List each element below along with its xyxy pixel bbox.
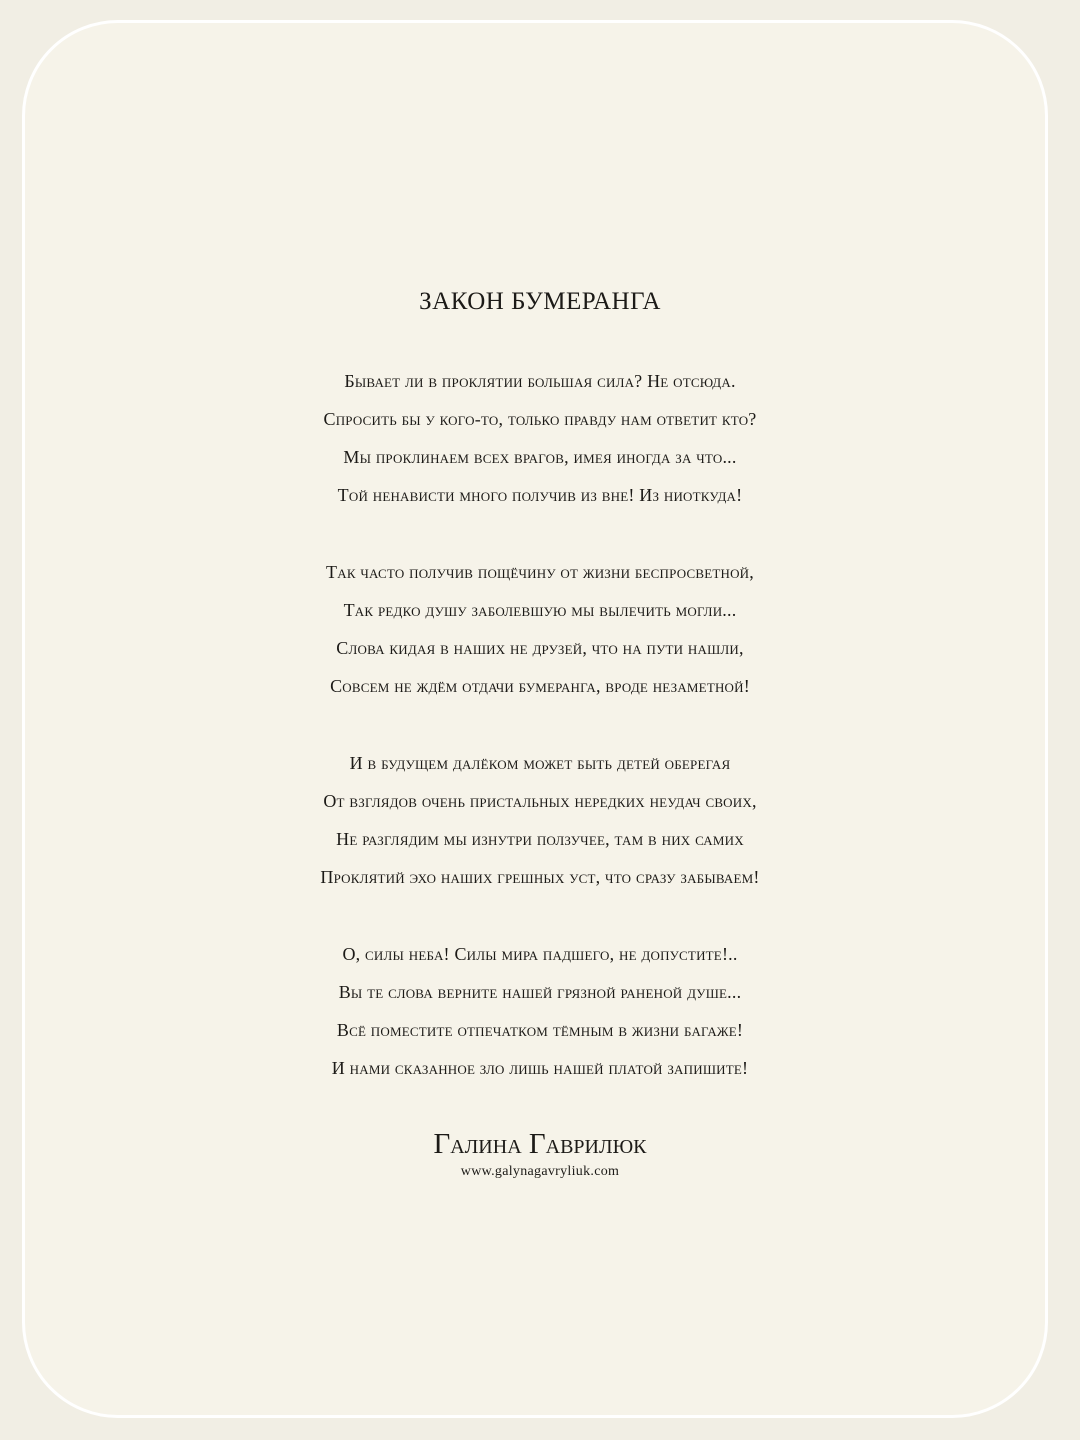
poem-line: Слова кидая в наших не друзей, что на пути нашли,: [336, 638, 744, 658]
poem-line: Не разглядим мы изнутри ползучее, там в них самих: [336, 829, 744, 849]
poem-line: Проклятий эхо наших грешных уст, что сразу забываем!: [320, 867, 760, 887]
stanza-1: [0, 362, 1080, 514]
poem-line: Так часто получив пощёчину от жизни беспросветной,: [326, 562, 754, 582]
stanza-3: [0, 744, 1080, 896]
poem-line: Мы проклинаем всех врагов, имея иногда за что...: [343, 447, 737, 467]
poem-line: Спросить бы у кого-то, только правду нам ответит кто?: [323, 409, 757, 429]
stanza-4: [0, 935, 1080, 1087]
poem-line: Так редко душу заболевшую мы вылечить могли...: [343, 600, 737, 620]
poem-content: [0, 282, 1080, 1182]
poem-line: И в будущем далёком может быть детей оберегая: [349, 753, 731, 773]
poem-line: Бывает ли в проклятии большая сила? Не отсюда.: [344, 371, 736, 391]
poem-line: Той ненависти много получив из вне! Из ниоткуда!: [337, 485, 743, 505]
poem-line: От взглядов очень пристальных нередких неудач своих,: [323, 791, 757, 811]
author-website: www.galynagavryliuk.com: [460, 1164, 620, 1179]
poem-line: О, силы неба! Силы мира падшего, не допустите!..: [342, 944, 738, 964]
poem-line: Всё поместите отпечатком тёмным в жизни багаже!: [336, 1020, 744, 1040]
poem-title: ЗАКОН БУМЕРАНГА: [419, 288, 661, 315]
author-name: Галина Гаврилюк: [433, 1128, 647, 1160]
stanza-2: [0, 553, 1080, 705]
poem-line: Вы те слова верните нашей грязной раненой душе...: [338, 982, 742, 1002]
poem-line: Совсем не ждём отдачи бумеранга, вроде незаметной!: [330, 676, 750, 696]
poem-line: И нами сказанное зло лишь нашей платой запишите!: [331, 1058, 749, 1078]
